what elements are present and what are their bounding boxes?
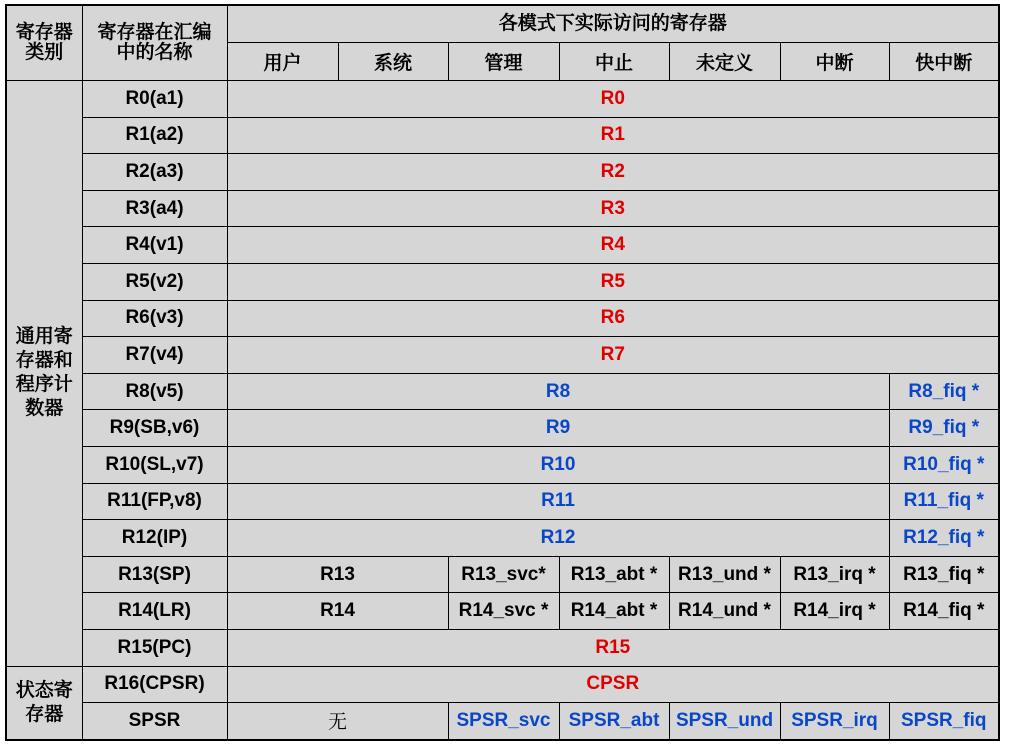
reg-name-r8: R8(v5) xyxy=(82,373,227,410)
reg-common-r9: R9 xyxy=(227,410,889,447)
reg-all-r15: R15 xyxy=(227,629,999,666)
table-row-r7 xyxy=(6,337,999,374)
header-mode-supervisor: 管理 xyxy=(448,43,559,81)
reg-fiq-r11: R11_fiq * xyxy=(889,483,999,520)
reg-name-r6: R6(v3) xyxy=(82,300,227,337)
reg-all-r4: R4 xyxy=(227,227,999,264)
header-category xyxy=(6,5,82,81)
reg-name-r9: R9(SB,v6) xyxy=(82,410,227,447)
reg-all-r7: R7 xyxy=(227,337,999,374)
reg-all-r3: R3 xyxy=(227,190,999,227)
table-row-r5 xyxy=(6,263,999,300)
reg-common-r12: R12 xyxy=(227,520,889,557)
reg-fiq-r12: R12_fiq * xyxy=(889,520,999,557)
header-mode-user: 用户 xyxy=(227,43,338,81)
reg-und-spsr: SPSR_und xyxy=(669,703,780,740)
reg-name-r15: R15(PC) xyxy=(82,629,227,666)
table-row-r16 xyxy=(6,666,999,703)
reg-abt-spsr: SPSR_abt xyxy=(559,703,669,740)
category-general-line1: 通用寄 xyxy=(15,326,73,348)
header-asm-name-line1: 寄存器在汇编 xyxy=(97,22,212,43)
table-row-r10 xyxy=(6,446,999,483)
table-row-r9 xyxy=(6,410,999,447)
reg-name-r11: R11(FP,v8) xyxy=(82,483,227,520)
category-general xyxy=(6,81,82,667)
reg-all-r1: R1 xyxy=(227,117,999,154)
table-row-r0 xyxy=(6,81,999,118)
reg-name-r2: R2(a3) xyxy=(82,154,227,191)
reg-svc-r13: R13_svc* xyxy=(448,556,559,593)
header-category-line1: 寄存器 xyxy=(15,22,73,43)
category-status-line1: 状态寄 xyxy=(15,679,73,701)
table-row-r13 xyxy=(6,556,999,593)
header-mode-undefined: 未定义 xyxy=(669,43,780,81)
reg-und-r13: R13_und * xyxy=(669,556,780,593)
reg-usersys-spsr: 无 xyxy=(227,703,448,740)
table-row-r2 xyxy=(6,154,999,191)
table-row-r15 xyxy=(6,629,999,666)
header-mode-fiq: 快中断 xyxy=(889,43,999,81)
reg-fiq-r8: R8_fiq * xyxy=(889,373,999,410)
header-category-line2: 类别 xyxy=(25,42,64,63)
reg-name-r0: R0(a1) xyxy=(82,81,227,118)
table-row-r8 xyxy=(6,373,999,410)
header-mode-system: 系统 xyxy=(338,43,448,81)
reg-name-r12: R12(IP) xyxy=(82,520,227,557)
reg-irq-r14: R14_irq * xyxy=(780,593,889,630)
category-status xyxy=(6,666,82,740)
reg-name-r3: R3(a4) xyxy=(82,190,227,227)
reg-irq-r13: R13_irq * xyxy=(780,556,889,593)
reg-all-r2: R2 xyxy=(227,154,999,191)
reg-name-r5: R5(v2) xyxy=(82,263,227,300)
reg-fiq-spsr: SPSR_fiq xyxy=(889,703,999,740)
reg-common-r11: R11 xyxy=(227,483,889,520)
reg-svc-r14: R14_svc * xyxy=(448,593,559,630)
reg-name-r16: R16(CPSR) xyxy=(82,666,227,703)
category-status-line2: 存器 xyxy=(25,703,64,725)
table-row-r3 xyxy=(6,190,999,227)
reg-und-r14: R14_und * xyxy=(669,593,780,630)
arm-register-table xyxy=(5,4,1000,741)
reg-svc-spsr: SPSR_svc xyxy=(448,703,559,740)
header-mode-irq: 中断 xyxy=(780,43,889,81)
reg-usersys-r13: R13 xyxy=(227,556,448,593)
category-general-line4: 数器 xyxy=(25,398,64,420)
table-row-r1 xyxy=(6,117,999,154)
header-modes-title: 各模式下实际访问的寄存器 xyxy=(227,5,999,43)
reg-name-r13: R13(SP) xyxy=(82,556,227,593)
table-row-r4 xyxy=(6,227,999,264)
reg-name-r7: R7(v4) xyxy=(82,337,227,374)
header-asm-name-line2: 中的名称 xyxy=(116,42,193,63)
reg-usersys-r14: R14 xyxy=(227,593,448,630)
reg-all-r16: CPSR xyxy=(227,666,999,703)
reg-name-r14: R14(LR) xyxy=(82,593,227,630)
reg-fiq-r13: R13_fiq * xyxy=(889,556,999,593)
reg-all-r0: R0 xyxy=(227,81,999,118)
table-row-r6 xyxy=(6,300,999,337)
reg-all-r6: R6 xyxy=(227,300,999,337)
reg-name-r10: R10(SL,v7) xyxy=(82,446,227,483)
category-general-line2: 存器和 xyxy=(15,350,73,372)
reg-common-r8: R8 xyxy=(227,373,889,410)
header-mode-abort: 中止 xyxy=(559,43,669,81)
register-table-container xyxy=(5,4,998,741)
category-general-line3: 程序计 xyxy=(15,374,73,396)
reg-fiq-r14: R14_fiq * xyxy=(889,593,999,630)
reg-abt-r13: R13_abt * xyxy=(559,556,669,593)
reg-common-r10: R10 xyxy=(227,446,889,483)
reg-name-spsr: SPSR xyxy=(82,703,227,740)
reg-name-r4: R4(v1) xyxy=(82,227,227,264)
table-row-r11 xyxy=(6,483,999,520)
table-row-r12 xyxy=(6,520,999,557)
reg-fiq-r10: R10_fiq * xyxy=(889,446,999,483)
table-row-r14 xyxy=(6,593,999,630)
reg-irq-spsr: SPSR_irq xyxy=(780,703,889,740)
header-asm-name xyxy=(82,5,227,81)
table-row-spsr xyxy=(6,703,999,740)
reg-all-r5: R5 xyxy=(227,263,999,300)
reg-abt-r14: R14_abt * xyxy=(559,593,669,630)
reg-name-r1: R1(a2) xyxy=(82,117,227,154)
reg-fiq-r9: R9_fiq * xyxy=(889,410,999,447)
